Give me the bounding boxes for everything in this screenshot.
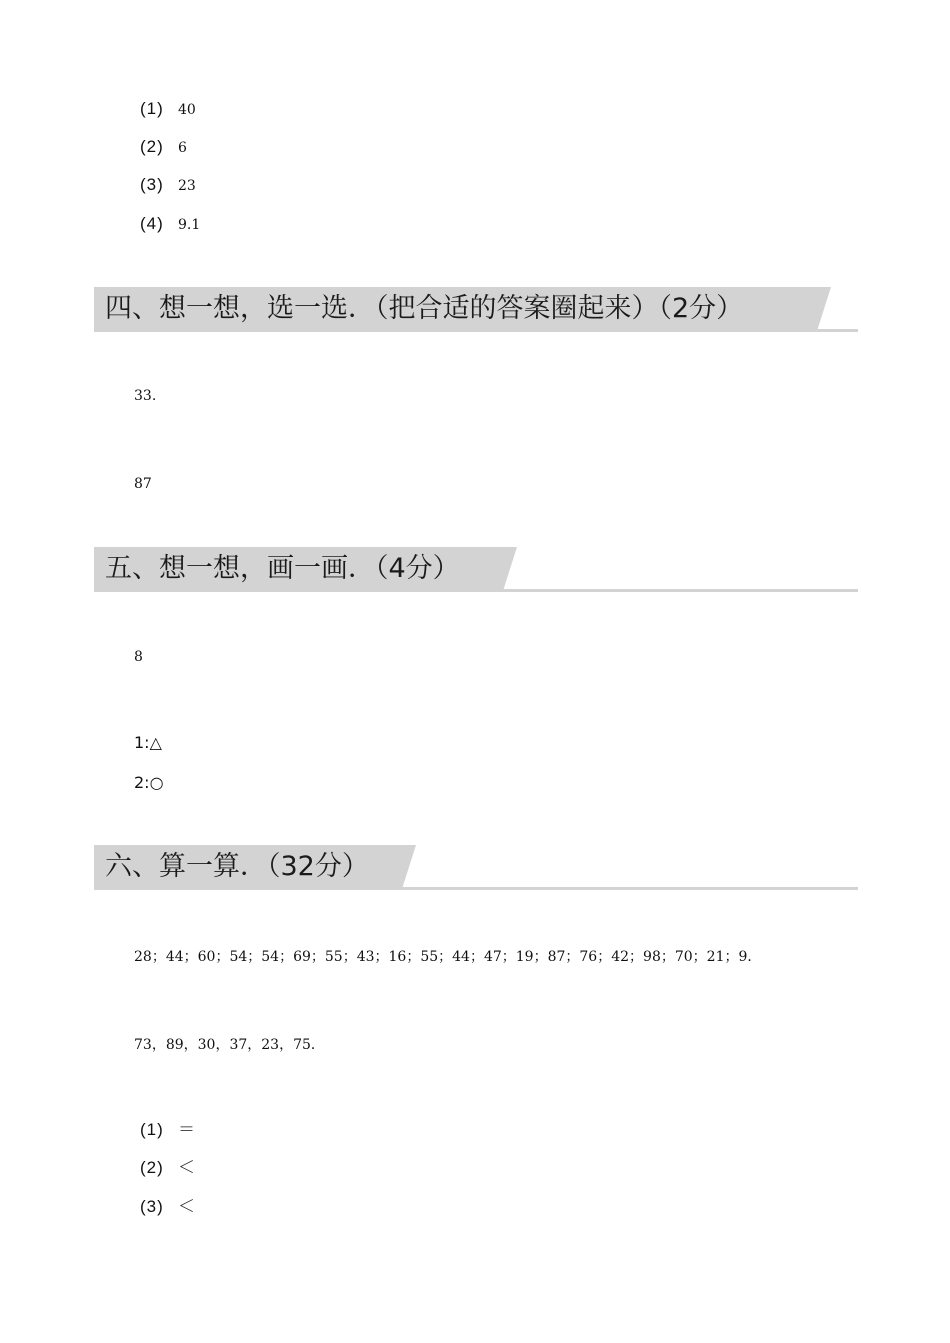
item-number: (1)	[140, 99, 164, 118]
answer-text: 73，89，30，37，23，75．	[134, 1037, 325, 1053]
item-value: 9.1	[178, 217, 201, 233]
item-value: 23	[178, 178, 196, 194]
answer-text: 1:△	[134, 733, 162, 752]
answer-item	[140, 212, 200, 236]
item-number: (2)	[140, 137, 164, 156]
header-slant	[817, 287, 831, 331]
item-number: (3)	[140, 175, 164, 194]
answer-item	[140, 173, 196, 197]
section-header	[94, 547, 858, 593]
item-value: 6	[178, 140, 187, 156]
answer-text: 28；44；60；54；54；69；55；43；16；55；44；47；19；87；76；42；98；70；21；9．	[134, 949, 762, 965]
header-slant	[402, 845, 416, 889]
answer-item	[140, 97, 196, 121]
item-value: ＝	[178, 1120, 195, 1140]
answer-text: 87	[134, 476, 152, 492]
section-header	[94, 287, 858, 333]
item-value: 40	[178, 102, 196, 118]
answer-text: 2:○	[134, 773, 164, 792]
section-title: 五、想一想，画一画．（4分）	[105, 553, 460, 584]
item-number: (3)	[140, 1197, 164, 1216]
item-number: (4)	[140, 214, 164, 233]
section-title: 六、算一算．（32分）	[105, 851, 369, 882]
item-value: ＜	[178, 1197, 195, 1217]
section-title: 四、想一想，选一选．（把合适的答案圈起来）（2分）	[105, 293, 744, 324]
answer-item	[140, 1156, 195, 1180]
header-slant	[503, 547, 517, 591]
answer-text: 8	[134, 649, 143, 665]
item-value: ＜	[178, 1158, 195, 1178]
item-number: (1)	[140, 1120, 164, 1139]
answer-text: 33.	[134, 388, 157, 404]
answer-item	[140, 1195, 195, 1219]
section-header	[94, 845, 858, 891]
answer-item	[140, 1118, 195, 1142]
item-number: (2)	[140, 1158, 164, 1177]
answer-item	[140, 135, 187, 159]
